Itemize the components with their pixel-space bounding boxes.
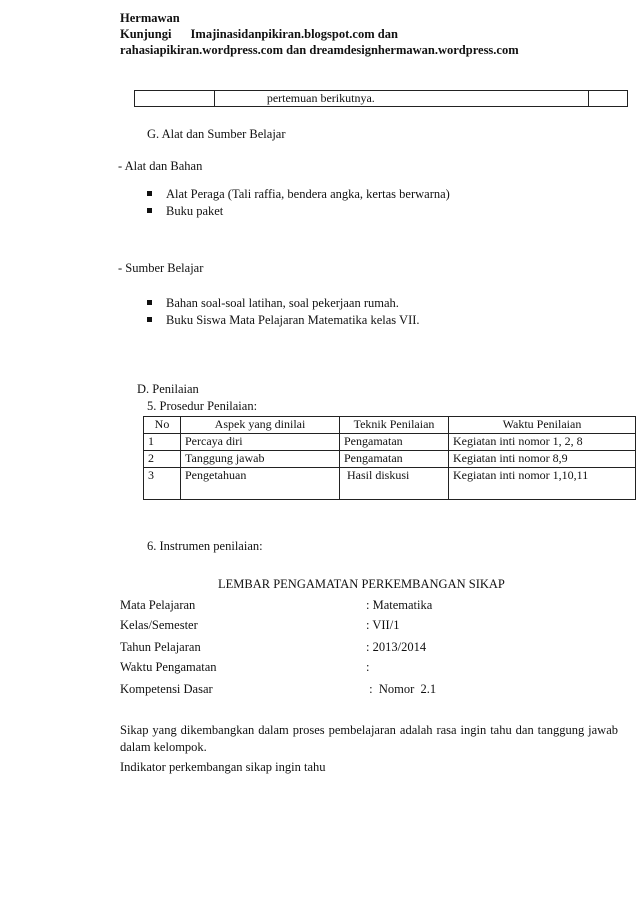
table-cell: Pengetahuan	[181, 468, 340, 500]
table-cell: 1	[144, 434, 181, 451]
bullet-icon	[147, 317, 152, 322]
author-name: Hermawan	[120, 11, 180, 25]
bullet-icon	[147, 191, 152, 196]
table-header-row	[144, 417, 636, 434]
instrumen-heading: 6. Instrumen penilaian:	[147, 539, 263, 553]
field-value: : 2013/2014	[366, 640, 427, 654]
field-label: Kompetensi Dasar	[120, 682, 213, 696]
previous-table-fragment	[134, 90, 628, 107]
table-cell	[589, 91, 628, 107]
table-cell: Tanggung jawab	[181, 451, 340, 468]
field-value: : Matematika	[366, 598, 433, 612]
section-d-title: D. Penilaian	[137, 382, 199, 396]
field-value: :	[366, 660, 370, 674]
sikap-paragraph: Sikap yang dikembangkan dalam proses pembelajaran adalah rasa ingin tahu dan tanggung jawab dalam kelompok.	[120, 723, 618, 754]
list-item	[147, 187, 450, 202]
table-cell: Pengamatan	[340, 434, 449, 451]
table-row	[144, 434, 636, 451]
field-value: : VII/1	[366, 618, 400, 632]
table-cell: 2	[144, 451, 181, 468]
column-header: Aspek yang dinilai	[181, 417, 340, 434]
field-label: Waktu Pengamatan	[120, 660, 217, 674]
bullet-icon	[147, 208, 152, 213]
field-value: : Nomor 2.1	[366, 682, 437, 696]
prosedur-heading: 5. Prosedur Penilaian:	[147, 399, 258, 413]
table-cell: 3	[144, 468, 181, 500]
indikator-heading: Indikator perkembangan sikap ingin tahu	[120, 760, 326, 774]
table-row	[144, 468, 636, 500]
table-cell: Kegiatan inti nomor 1, 2, 8	[449, 434, 636, 451]
field-label: Tahun Pelajaran	[120, 640, 201, 654]
list-item-text: Buku Siswa Mata Pelajaran Matematika kelas VII.	[166, 313, 420, 327]
table-cell: pertemuan berikutnya.	[214, 91, 589, 107]
table-cell: Hasil diskusi	[340, 468, 449, 500]
list-item	[147, 296, 399, 311]
table-row	[144, 451, 636, 468]
field-label: Mata Pelajaran	[120, 598, 196, 612]
column-header: Waktu Penilaian	[449, 417, 636, 434]
alat-heading: - Alat dan Bahan	[118, 159, 203, 173]
visit-line	[120, 27, 398, 42]
blog-links: Imajinasidanpikiran.blogspot.com dan	[190, 27, 398, 41]
bullet-icon	[147, 300, 152, 305]
visit-label: Kunjungi	[120, 27, 172, 41]
table-cell: Kegiatan inti nomor 1,10,11	[449, 468, 636, 500]
list-item	[147, 313, 420, 328]
website-links: rahasiapikiran.wordpress.com dan dreamdesignhermawan.wordpress.com	[120, 43, 519, 57]
table-cell: Kegiatan inti nomor 8,9	[449, 451, 636, 468]
assessment-table	[143, 416, 636, 500]
lembar-title: LEMBAR PENGAMATAN PERKEMBANGAN SIKAP	[218, 577, 505, 591]
list-item-text: Alat Peraga (Tali raffia, bendera angka, kertas berwarna)	[166, 187, 450, 201]
column-header: Teknik Penilaian	[340, 417, 449, 434]
section-g-title: G. Alat dan Sumber Belajar	[147, 127, 286, 141]
field-label: Kelas/Semester	[120, 618, 198, 632]
list-item-text: Buku paket	[166, 204, 224, 218]
table-cell	[135, 91, 215, 107]
list-item-text: Bahan soal-soal latihan, soal pekerjaan rumah.	[166, 296, 399, 310]
table-cell: Percaya diri	[181, 434, 340, 451]
column-header: No	[144, 417, 181, 434]
sumber-heading: - Sumber Belajar	[118, 261, 204, 275]
list-item	[147, 204, 223, 219]
table-cell: Pengamatan	[340, 451, 449, 468]
